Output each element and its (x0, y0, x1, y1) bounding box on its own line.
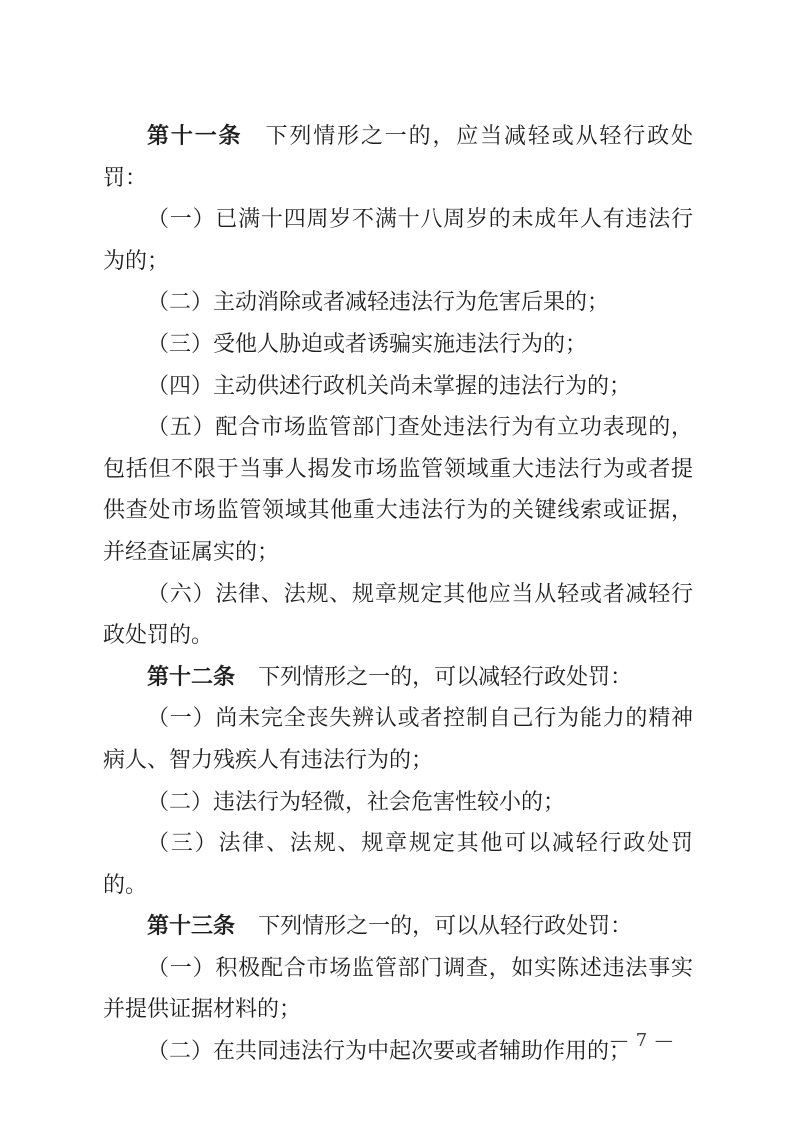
clause-text: （一）积极配合市场监管部门调查，如实陈述违法事实并提供证据材料的； (103, 955, 693, 1023)
article-13-clause-2 (103, 1031, 693, 1073)
article-11-number: 第十一条 (147, 123, 243, 149)
article-11-clause-4 (103, 366, 693, 408)
article-12-text: 下列情形之一的，可以减轻行政处罚： (258, 664, 633, 690)
article-12-heading-paragraph (103, 657, 693, 699)
article-13-clause-1 (103, 948, 693, 1031)
article-11-text: 下列情形之一的，应当减轻或从轻行政处罚： (103, 124, 693, 191)
clause-text: （二）主动消除或者减轻违法行为危害后果的； (147, 290, 610, 316)
article-13-number: 第十三条 (147, 913, 236, 940)
clause-text: （四）主动供述行政机关尚未掌握的违法行为的； (147, 373, 632, 399)
clause-text: （三）法律、法规、规章规定其他可以减轻行政处罚的。 (103, 831, 693, 898)
clause-text: （二）违法行为轻微，社会危害性较小的； (147, 789, 566, 815)
article-13-heading-paragraph (103, 906, 693, 948)
clause-text: （三）受他人胁迫或者诱骗实施违法行为的； (147, 331, 588, 357)
article-11-clause-1 (103, 199, 693, 282)
clause-text: （六）法律、法规、规章规定其他应当从轻或者减轻行政处罚的。 (103, 581, 693, 649)
clause-text: （一）已满十四周岁不满十八周岁的未成年人有违法行为的； (103, 207, 693, 274)
article-11-clause-2 (103, 282, 693, 324)
article-12-number: 第十二条 (147, 663, 236, 690)
article-11-heading-paragraph (103, 116, 693, 199)
article-12-clause-2 (103, 782, 693, 824)
page-number: — 7 — (610, 1030, 674, 1051)
clause-text: （二）在共同违法行为中起次要或者辅助作用的； (147, 1039, 632, 1065)
article-11-clause-5 (103, 407, 693, 573)
article-12-clause-3 (103, 823, 693, 906)
document-body (103, 116, 693, 1073)
clause-text: （五）配合市场监管部门查处违法行为有立功表现的，包括但不限于当事人揭发市场监管领域重大违法行为或者提供查处市场监管领域其他重大违法行为的关键线索或证据，并经查证属实的； (103, 415, 693, 565)
article-11-clause-3 (103, 324, 693, 366)
article-11-clause-6 (103, 574, 693, 657)
clause-text: （一）尚未完全丧失辨认或者控制自己行为能力的精神病人、智力残疾人有违法行为的； (103, 706, 693, 773)
article-12-clause-1 (103, 698, 693, 781)
article-13-text: 下列情形之一的，可以从轻行政处罚： (258, 914, 633, 940)
